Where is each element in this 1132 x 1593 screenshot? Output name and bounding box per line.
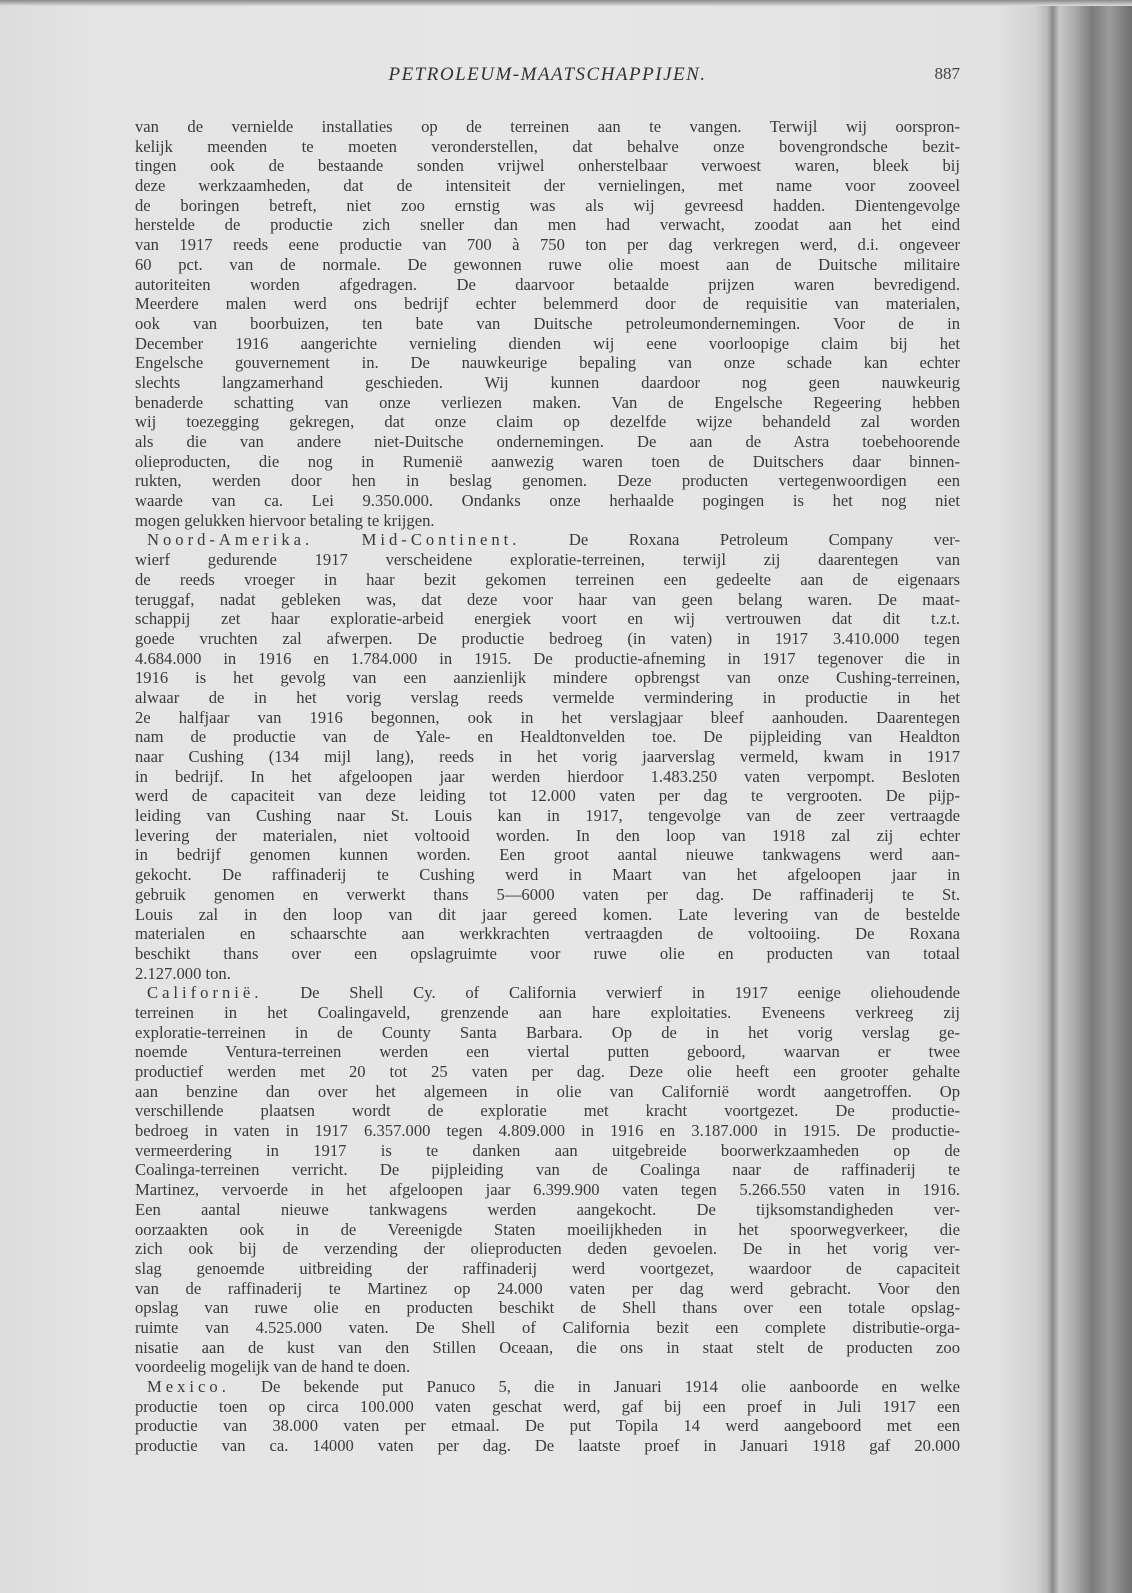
line-text: Een aantal nieuwe tankwagens werden aangekocht. De tijksomstandigheden ver- [135, 1199, 960, 1219]
line-text: beschikt thans over een opslagruimte voor ruwe olie en producten van totaal [135, 943, 960, 963]
line-text: tingen ook de bestaande sonden vrijwel onherstelbaar verwoest waren, bleek bij [135, 156, 960, 176]
line-text: herstelde de productie zich sneller dan men had verwacht, zoodat aan het eind [135, 215, 960, 235]
text-line [135, 708, 960, 728]
text-line [135, 294, 960, 314]
text-line [135, 117, 960, 137]
text-line [135, 924, 960, 944]
text-line [135, 137, 960, 157]
line-text: Meerdere malen werd ons bedrijf echter belemmerd door de requisitie van materialen, [135, 294, 960, 314]
text-line [135, 196, 960, 216]
line-text: teruggaf, nadat gebleken was, dat deze voor haar van geen belang waren. De maat- [135, 589, 960, 609]
line-text: van 1917 reeds eene productie van 700 à 750 ton per dag verkregen werd, d.i. ongeveer [135, 235, 960, 255]
line-text: 1916 is het gevolg van een aanzienlijk mindere opbrengst van onze Cushing-terreinen, [135, 668, 960, 688]
text-line [135, 570, 960, 590]
paragraph [135, 1377, 960, 1456]
text-line [135, 1220, 960, 1240]
text-line [135, 176, 960, 196]
section-lead-word: Mexico. [147, 1377, 230, 1396]
text-line [135, 1160, 960, 1180]
line-text: noemde Ventura-terreinen werden een viertal putten geboord, waarvan er twee [135, 1042, 960, 1062]
text-line [135, 353, 960, 373]
line-text: 2.127.000 ton. [135, 963, 231, 983]
line-text: de reeds vroeger in haar bezit gekomen terreinen een gedeelte aan de eigenaars [135, 569, 960, 589]
line-text: wij toezegging gekregen, dat onze claim op dezelfde wijze behandeld zal worden [135, 412, 960, 432]
text-line [135, 1397, 960, 1417]
text-line [135, 1082, 960, 1102]
line-text: olieproducten, die nog in Rumenië aanwezig waren toen de Duitschers daar binnen- [135, 451, 960, 471]
section-lead-word: Mid-Continent. [361, 530, 521, 550]
line-text: productief werden met 20 tot 25 vaten per dag. Deze olie heeft een grooter gehalte [135, 1062, 960, 1081]
text-line [135, 550, 960, 570]
line-text: opslag van ruwe olie en producten beschikt de Shell thans over een totale opslag- [135, 1298, 960, 1318]
text-line [135, 1200, 960, 1220]
line-text: productie toen op circa 100.000 vaten geschat werd, gaf bij een proef in Juli 1917 een [135, 1396, 960, 1416]
text-line [135, 668, 960, 688]
text-line [135, 806, 960, 826]
text-line [135, 235, 960, 255]
line-text: ruimte van 4.525.000 vaten. De Shell of California bezit een complete distributie-orga- [135, 1317, 960, 1337]
line-text: oorzaakten ook in de Vereenigde Staten moeilijkheden in het spoorwegverkeer, die [135, 1219, 960, 1239]
text-line [135, 156, 960, 176]
running-title: PETROLEUM-MAATSCHAPPIJEN. [388, 64, 707, 85]
line-text: 2e halfjaar van 1916 begonnen, ook in het verslagjaar bleef aanhouden. Daarentegen [135, 707, 960, 727]
text-line [135, 412, 960, 432]
text-line [135, 373, 960, 393]
text-line [135, 432, 960, 452]
line-text: benaderde schatting van onze verliezen maken. Van de Engelsche Regeering hebben [135, 392, 960, 412]
page-number: 887 [934, 64, 960, 83]
line-text: leiding van Cushing naar St. Louis kan in 1917, tengevolge van de zeer vertraagde [135, 806, 960, 826]
line-text: autoriteiten worden afgedragen. De daarvoor betaalde prijzen waren bevredigend. [135, 274, 960, 294]
line-text: 60 pct. van de normale. De gewonnen ruwe olie moest aan de Duitsche militaire [135, 254, 960, 274]
text-line [135, 983, 960, 1003]
text-line [135, 885, 960, 905]
line-text: in bedrijf. In het afgeloopen jaar werden hierdoor 1.483.250 vaten verpompt. Besloten [135, 766, 960, 786]
line-text: deze werkzaamheden, dat de intensiteit der vernielingen, met name voor zooveel [135, 176, 960, 196]
text-line [135, 255, 960, 275]
text-line [135, 1318, 960, 1338]
text-line [135, 314, 960, 334]
line-text: voordeelig mogelijk van de hand te doen. [135, 1357, 411, 1377]
line-text: aan benzine dan over het algemeen in olie van Californië wordt aangetroffen. Op [135, 1081, 960, 1101]
line-text: Engelsche gouvernement in. De nauwkeurige bepaling van onze schade kan echter [135, 353, 960, 373]
line-text: exploratie-terreinen in de County Santa Barbara. Op de in het vorig verslag ge- [135, 1022, 960, 1042]
text-line [135, 1416, 960, 1436]
text-line [135, 1062, 960, 1082]
line-text: in bedrijf genomen kunnen worden. Een groot aantal nieuwe tankwagens werd aan- [135, 845, 960, 865]
text-line [135, 1436, 960, 1456]
line-text: bedroeg in vaten in 1917 6.357.000 tegen 4.809.000 in 1916 en 3.187.000 in 1915. De productie- [135, 1121, 960, 1141]
text-line [135, 1357, 960, 1377]
line-text: van de vernielde installaties op de terreinen aan te vangen. Terwijl wij oorspron- [135, 117, 960, 136]
line-text: de boringen betreft, niet zoo ernstig was als wij gevreesd hadden. Dientengevolge [135, 195, 960, 215]
text-line [135, 471, 960, 491]
line-text: naar Cushing (134 mijl lang), reeds in het vorig jaarverslag vermeld, kwam in 1917 [135, 747, 960, 766]
section-lead-word: Californië. [147, 983, 263, 1003]
line-text: materialen en schaarschte aan werkkrachten vertraagden de voltooiing. De Roxana [135, 924, 960, 944]
line-text: productie van ca. 14000 vaten per dag. De laatste proef in Januari 1918 gaf 20.000 [135, 1436, 960, 1456]
line-text: ook van boorbuizen, ten bate van Duitsche petroleumondernemingen. Voor de in [135, 313, 960, 333]
text-line [135, 215, 960, 235]
line-text: De Roxana Petroleum Company ver- [568, 530, 960, 550]
paragraph [135, 983, 960, 1377]
line-text: gebruik genomen en verwerkt thans 5—6000 vaten per dag. De raffinaderij te St. [135, 884, 960, 904]
line-text: De bekende put Panuco 5, die in Januari 1914 olie aanboorde en welke [261, 1377, 960, 1396]
text-line [135, 1141, 960, 1161]
paragraph [135, 530, 960, 983]
running-header [135, 64, 960, 90]
text-line [135, 944, 960, 964]
line-text: terreinen in het Coalingaveld, grenzende aan hare exploitaties. Eveneens verkreeg zij [135, 1002, 960, 1022]
text-line [135, 1042, 960, 1062]
line-text: van de raffinaderij te Martinez op 24.000 vaten per dag werd gebracht. Voor den [135, 1278, 960, 1298]
line-text: levering der materialen, niet voltooid worden. In den loop van 1918 zal zij echter [135, 825, 960, 845]
text-line [135, 1338, 960, 1358]
line-text: slag genoemde uitbreiding der raffinaderij werd voortgezet, waardoor de capaciteit [135, 1258, 960, 1278]
text-line [135, 1259, 960, 1279]
line-text: rukten, werden door hen in beslag genomen. Deze producten vertegenwoordigen een [135, 471, 960, 491]
line-text: De Shell Cy. of California verwierf in 1917 eenige oliehoudende [300, 983, 960, 1003]
text-line [135, 393, 960, 413]
line-text: wierf gedurende 1917 verscheidene exploratie-terreinen, terwijl zij daarentegen van [135, 550, 960, 570]
line-text: alwaar de in het vorig verslag reeds vermelde vermindering in productie in het [135, 687, 960, 707]
text-line [135, 275, 960, 295]
line-text: productie van 38.000 vaten per etmaal. De put Topila 14 werd aangeboord met een [135, 1416, 960, 1436]
text-line [135, 629, 960, 649]
text-line [135, 747, 960, 767]
text-line [135, 727, 960, 747]
line-text: Martinez, vervoerde in het afgeloopen jaar 6.399.900 vaten tegen 5.266.550 vaten in 1916. [135, 1180, 960, 1200]
text-line [135, 786, 960, 806]
text-line [135, 491, 960, 511]
text-line [135, 1377, 960, 1397]
line-text: vermeerdering in 1917 is te danken aan uitgebreide boorwerkzaamheden op de [135, 1140, 960, 1160]
text-line [135, 964, 960, 984]
line-text: verschillende plaatsen wordt de exploratie met kracht voortgezet. De productie- [135, 1101, 960, 1121]
text-line [135, 1023, 960, 1043]
line-text: December 1916 aangerichte vernieling dienden wij eene voorloopige claim bij het [135, 333, 960, 353]
line-text: mogen gelukken hiervoor betaling te krijgen. [135, 510, 435, 530]
line-text: Louis zal in den loop van dit jaar gereed komen. Late levering van de bestelde [135, 904, 960, 924]
text-line [135, 334, 960, 354]
text-line [135, 511, 960, 531]
text-line [135, 688, 960, 708]
scan-top-edge [0, 0, 1132, 6]
text-line [135, 1298, 960, 1318]
text-line [135, 1121, 960, 1141]
text-line [135, 767, 960, 787]
line-text: waarde van ca. Lei 9.350.000. Ondanks onze herhaalde pogingen is het nog niet [135, 491, 960, 511]
line-text: slechts langzamerhand geschieden. Wij kunnen daardoor nog geen nauwkeurig [135, 372, 960, 392]
text-line [135, 1003, 960, 1023]
line-text: Coalinga-terreinen verricht. De pijpleiding van de Coalinga naar de raffinaderij te [135, 1160, 960, 1180]
line-text: kelijk meenden te moeten veronderstellen, dat behalve onze bovengrondsche bezit- [135, 136, 960, 156]
line-text: goede vruchten zal afwerpen. De productie bedroeg (in vaten) in 1917 3.410.000 tegen [135, 628, 960, 648]
paragraph [135, 117, 960, 530]
line-text: 4.684.000 in 1916 en 1.784.000 in 1915. De productie-afneming in 1917 tegenover die in [135, 648, 960, 668]
text-line [135, 1180, 960, 1200]
line-text: schappij zet haar exploratie-arbeid energiek voort en wij vertrouwen dat dit t.z.t. [135, 609, 960, 629]
text-line [135, 905, 960, 925]
text-line [135, 826, 960, 846]
text-line [135, 609, 960, 629]
text-line [135, 452, 960, 472]
line-text: nisatie aan de kust van den Stillen Oceaan, die ons in staat stelt de producten zoo [135, 1337, 960, 1357]
line-text: werd de capaciteit van deze leiding tot 12.000 vaten per dag te vergrooten. De pijp- [135, 786, 960, 806]
line-text: als die van andere niet-Duitsche ondernemingen. De aan de Astra toebehoorende [135, 432, 960, 451]
section-lead-word: Noord-Amerika. [147, 530, 314, 550]
line-text: zich ook bij de verzending der olieproducten deden gevoelen. De in het vorig ver- [135, 1239, 960, 1259]
text-line [135, 1239, 960, 1259]
text-line [135, 649, 960, 669]
text-line [135, 1279, 960, 1299]
page-body [135, 117, 960, 1456]
text-line [135, 590, 960, 610]
line-text: gekocht. De raffinaderij te Cushing werd in Maart van het afgeloopen jaar in [135, 865, 960, 885]
text-line [135, 865, 960, 885]
line-text: nam de productie van de Yale- en Healdtonvelden toe. De pijpleiding van Healdton [135, 727, 960, 747]
text-line [135, 530, 960, 550]
text-line [135, 1101, 960, 1121]
text-line [135, 845, 960, 865]
